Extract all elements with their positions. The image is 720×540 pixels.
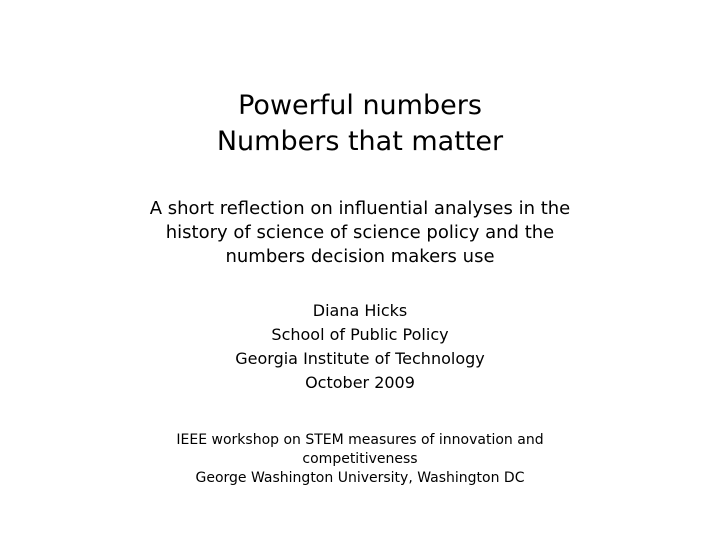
author-block bbox=[0, 299, 720, 395]
title-line-2: Numbers that matter bbox=[216, 126, 504, 157]
event-line-1: IEEE workshop on STEM measures of innovation and bbox=[176, 432, 544, 448]
author-institution: Georgia Institute of Technology bbox=[235, 349, 485, 368]
event-block bbox=[0, 431, 720, 488]
presentation-date: October 2009 bbox=[305, 373, 415, 392]
event-line-2: competitiveness bbox=[302, 451, 418, 467]
author-department: School of Public Policy bbox=[271, 325, 449, 344]
subtitle-line-3: numbers decision makers use bbox=[225, 246, 495, 267]
author-name: Diana Hicks bbox=[312, 301, 408, 320]
slide-subtitle bbox=[0, 197, 720, 269]
subtitle-line-1: A short reflection on influential analyses in the bbox=[149, 198, 571, 219]
subtitle-line-2: history of science of science policy and the bbox=[165, 222, 555, 243]
title-line-1: Powerful numbers bbox=[238, 90, 482, 121]
event-venue: George Washington University, Washington DC bbox=[195, 470, 525, 486]
slide-title bbox=[0, 88, 720, 160]
